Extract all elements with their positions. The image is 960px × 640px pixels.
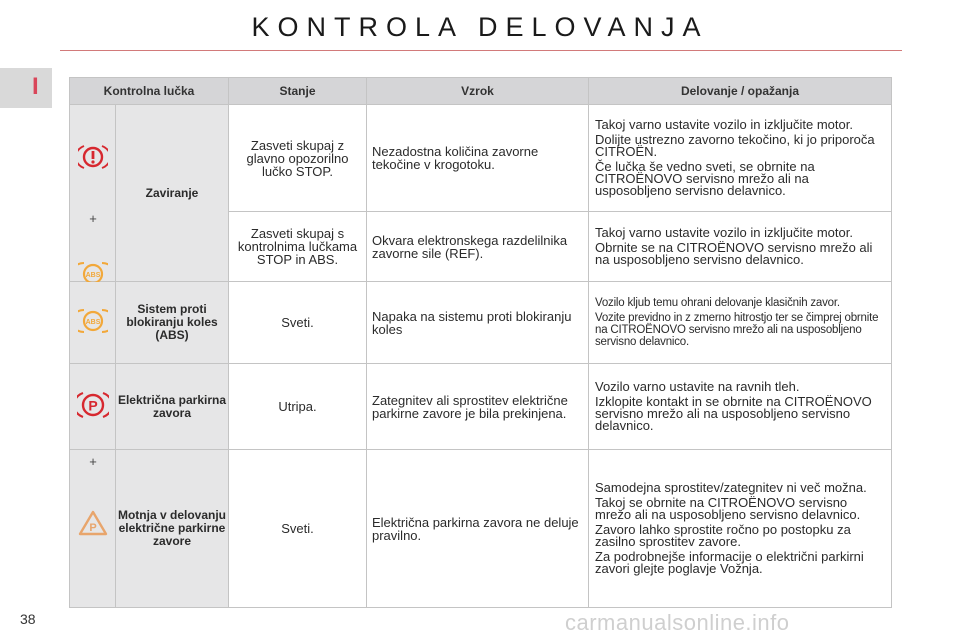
state-cell: Sveti. <box>229 450 367 608</box>
action-text: Obrnite se na CITROËNOVO servisno mrežo ali na usposobljeno servisno delavnico. <box>595 240 873 267</box>
svg-text:ABS: ABS <box>85 272 101 279</box>
icon-cell-abs <box>70 282 116 364</box>
icon-cell-parking <box>70 364 116 450</box>
cause-cell: Napaka na sistemu proti blokiranju koles <box>367 282 589 364</box>
action-cell <box>589 450 892 608</box>
warning-lights-table <box>69 77 892 608</box>
light-name-abs: Sistem proti blokiranju koles (ABS) <box>116 282 229 364</box>
abs-icon <box>71 308 114 337</box>
svg-text:P: P <box>89 522 97 534</box>
svg-text:P: P <box>87 397 98 414</box>
cause-cell: Zategnitev ali sprostitev električne parkirne zavore je bila prekinjena. <box>367 364 589 450</box>
action-text: Če lučka še vedno sveti, se obrnite na CITROËNOVO servisno mrežo ali na usposobljeno servisno delavnico. <box>595 159 815 198</box>
state-cell: Zasveti skupaj s kontrolnima lučkama STOP in ABS. <box>229 212 367 282</box>
header-warning-light: Kontrolna lučka <box>70 78 229 105</box>
table-row <box>70 105 892 212</box>
cause-cell: Okvara elektronskega razdelilnika zavorne sile (REF). <box>367 212 589 282</box>
action-text: Za podrobnejše informacije o električni parkirni zavori glejte poglavje Vožnja. <box>595 549 864 576</box>
icon-cell-parking-fault <box>70 450 116 608</box>
action-text: Takoj varno ustavite vozilo in izključite motor. <box>595 225 853 240</box>
brake-warning-icon <box>70 143 116 174</box>
table-header-row <box>70 78 892 105</box>
action-cell <box>589 212 892 282</box>
action-text: Vozilo varno ustavite na ravnih tleh. <box>595 379 800 394</box>
action-text: Vozilo kljub temu ohrani delovanje klasičnih zavor. <box>595 297 840 309</box>
table-row <box>70 364 892 450</box>
action-cell <box>589 105 892 212</box>
chapter-label: I <box>32 73 39 100</box>
table-row <box>70 450 892 608</box>
light-name-parking: Električna parkirna zavora <box>116 364 229 450</box>
cause-cell: Nezadostna količina zavorne tekočine v krogotoku. <box>367 105 589 212</box>
icon-cell-braking <box>70 105 116 282</box>
cause-cell: Električna parkirna zavora ne deluje pravilno. <box>367 450 589 608</box>
action-text: Takoj se obrnite na CITROËNOVO servisno mrežo ali na usposobljeno servisno delavnico. <box>595 495 861 522</box>
plus-sign: + <box>89 454 97 469</box>
action-text: Dolijte ustrezno zavorno tekočino, ki jo priporoča CITROËN. <box>595 132 875 159</box>
page-number: 38 <box>20 611 36 627</box>
action-cell <box>589 364 892 450</box>
action-text: Takoj varno ustavite vozilo in izključite motor. <box>595 117 853 132</box>
light-name-parking-fault: Motnja v delovanju električne parkirne zavore <box>116 450 229 608</box>
action-text: Vozite previdno in z zmerno hitrostjo ter se čimprej obrnite na CITROËNOVO servisno mrežo ali na usposobljeno servisno delavnico. <box>595 312 879 348</box>
table-row <box>70 282 892 364</box>
action-cell <box>589 282 892 364</box>
chapter-tab <box>0 68 52 108</box>
action-text: Zavoro lahko sprostite ročno po postopku za zasilno sprostitev zavore. <box>595 522 851 549</box>
action-text: Izklopite kontakt in se obrnite na CITROËNOVO servisno mrežo ali na usposobljeno servisno delavnico. <box>595 394 872 433</box>
state-cell: Utripa. <box>229 364 367 450</box>
watermark: carmanualsonline.info <box>565 610 790 635</box>
header-action: Delovanje / opažanja <box>589 78 892 105</box>
action-text: Samodejna sprostitev/zategnitev ni več možna. <box>595 480 867 495</box>
light-name-braking: Zaviranje <box>116 105 229 282</box>
header-cause: Vzrok <box>367 78 589 105</box>
state-cell: Zasveti skupaj z glavno opozorilno lučko STOP. <box>229 105 367 212</box>
svg-text:ABS: ABS <box>85 319 100 326</box>
parking-brake-fault-icon <box>70 510 116 539</box>
header-state: Stanje <box>229 78 367 105</box>
title-divider <box>60 50 902 51</box>
plus-sign: + <box>89 211 97 226</box>
page-title: KONTROLA DELOVANJA <box>251 12 709 42</box>
state-cell: Sveti. <box>229 282 367 364</box>
parking-brake-icon <box>71 390 114 423</box>
